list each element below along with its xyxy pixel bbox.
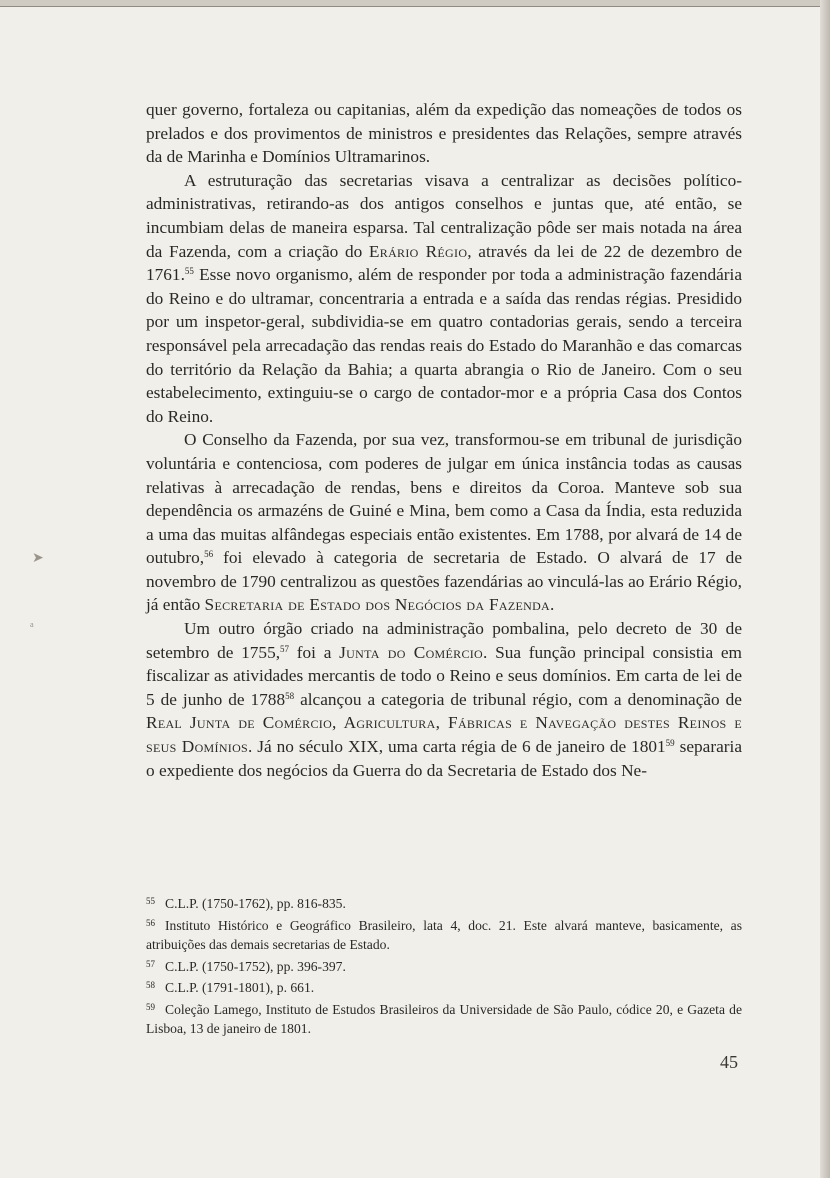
small-caps-term: Junta do Comércio [339, 642, 484, 662]
footnote [146, 998, 742, 1039]
paragraph [146, 98, 742, 169]
footnote-ref: 56 [204, 549, 214, 560]
footnote-text: C.L.P. (1750-1762), pp. 816-835. [165, 896, 346, 911]
scan-right-edge [820, 0, 830, 1178]
margin-cross-mark: ᵃ [30, 620, 34, 635]
text-run: , através da lei de 22 de dezembro de 1761. [146, 241, 742, 285]
scan-top-edge [0, 0, 830, 7]
footnote-ref: 55 [184, 266, 194, 277]
text-run: alcançou a categoria de tribunal régio, com a denominação de [294, 689, 742, 709]
footnote-text: C.L.P. (1750-1752), pp. 396-397. [165, 958, 346, 974]
text-run: . [550, 595, 555, 615]
text-run: Um outro órgão criado na administração pombalina, pelo decreto de 30 de setembro de 1755, [146, 619, 742, 662]
footnote-number: 57 [146, 958, 155, 969]
page-number: 45 [720, 1052, 738, 1072]
footnote-ref: 57 [280, 643, 290, 654]
footnote [146, 914, 742, 955]
paragraph [146, 169, 742, 429]
footnote-text: C.L.P. (1791-1801), p. 661. [165, 980, 315, 995]
text-run: separaria o expediente dos negócios da Guerra do da Secretaria de Estado dos Ne- [146, 737, 742, 780]
margin-arrow-mark: ➤ [32, 551, 44, 566]
footnote [146, 955, 742, 977]
footnote-number: 55 [146, 896, 155, 906]
footnotes [146, 892, 742, 1039]
text-run: foi elevado à categoria de secretaria de Estado. O alvará de 17 de novembro de 1790 centralizou as questões fazendárias ao vinculá-las ao Erário Régio, já então [146, 548, 742, 615]
footnote-text: Instituto Histórico e Geográfico Brasileiro, lata 4, doc. 21. Este alvará manteve, basicamente, as atribuições das demais secretarias de Estado. [146, 917, 742, 952]
text-run: O Conselho da Fazenda, por sua vez, transformou-se em tribunal de jurisdição voluntária e contenciosa, com poderes de julgar em única instância todas as causas relativas à arrecadação de rendas, bens e direitos da Coroa. Manteve sob sua dependência os armazéns de Guiné e Mina, bem como a Casa da Índia, esta reduzida a uma das muitas alfândegas especiais então existentes. Em 1788, por alvará de 14 de outubro, [146, 430, 742, 568]
paragraph [146, 428, 742, 617]
text-run: A estruturação das secretarias visava a centralizar as decisões político-administrativas, retirando-as dos antigos conselhos e juntas que, até então, se incumbiam delas de maneira esparsa. Tal centralização pôde ser mais notada na área da Fazenda, com a criação do [146, 170, 742, 261]
footnote [146, 892, 742, 914]
footnote-ref: 59 [665, 738, 675, 749]
text-run: foi a [289, 642, 340, 662]
text-run: . Já no século XIX, uma carta régia de 6 de janeiro de 1801 [248, 737, 666, 757]
footnote-ref: 58 [285, 690, 295, 701]
small-caps-term: Real Junta de Comércio, Agricultura, Fábricas e Navegação destes Reinos e seus Domínios [146, 713, 742, 757]
text-run: . Sua função principal consistia em fiscalizar as atividades mercantis de todo o Reino e seus domínios. Em carta de lei de 5 de junho de 1788 [146, 642, 743, 709]
page-body-text [146, 98, 742, 782]
paragraph [146, 617, 742, 782]
text-run: quer governo, fortaleza ou capitanias, além da expedição das nomeações de todos os prelados e dos provimentos de ministros e presidentes das Relações, sempre através da de Marinha e Domínios Ultramarinos. [146, 100, 742, 167]
footnote-number: 59 [146, 1001, 155, 1012]
footnote-text: Coleção Lamego, Instituto de Estudos Brasileiros da Universidade de São Paulo, códice 20, e Gazeta de Lisboa, 13 de janeiro de 1801. [146, 1001, 742, 1036]
small-caps-term: Secretaria de Estado dos Negócios da Fazenda [204, 595, 550, 615]
footnote-number: 58 [146, 980, 155, 990]
footnote-number: 56 [146, 917, 155, 928]
text-run: Esse novo organismo, além de responder por toda a administração fazendária do Reino e do ultramar, concentraria a entrada e a saída das rendas régias. Presidido por um inspetor-geral, subdividia-se em quatro contadorias gerais, sendo a terceira responsável pela arrecadação das rendas reais do Estado do Maranhão e das comarcas do território da Relação da Bahia; a quarta abrangia o Rio de Janeiro. Com o seu estabelecimento, extinguiu-se o cargo de contador-mor e a própria Casa dos Contos do Reino. [146, 265, 742, 426]
footnote [146, 976, 742, 998]
small-caps-term: Erário Régio [368, 241, 468, 261]
